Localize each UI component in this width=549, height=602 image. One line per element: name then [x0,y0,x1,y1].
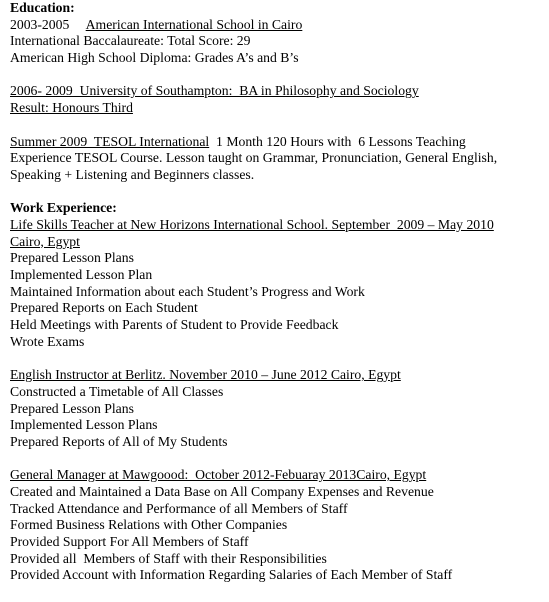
university-result: Result: Honours Third [10,100,133,116]
education-heading: Education: [10,0,75,15]
tesol-detail: Speaking + Listening and Beginners classes. [10,166,255,182]
university-line: 2006- 2009 University of Southampton: BA in Philosophy and Sociology [10,83,419,99]
job-duty: Tracked Attendance and Performance of all Members of Staff [10,500,348,516]
job-duty: Prepared Reports of All of My Students [10,433,228,449]
job-duty: Prepared Reports on Each Student [10,300,198,316]
school-detail: International Baccalaureate: Total Score: 29 [10,33,251,49]
tesol-title: Summer 2009 TESOL International [10,133,210,149]
spacer [10,451,545,468]
spacer [10,350,545,367]
job-duty: Prepared Lesson Plans [10,400,134,416]
school-name: American International School in Cairo [85,16,303,32]
tesol-line [10,134,545,151]
spacer [10,117,545,134]
job-duty: Created and Maintained a Data Base on All Company Expenses and Revenue [10,483,434,499]
job-title: Life Skills Teacher at New Horizons International School. September 2009 – May 2010 [10,216,494,232]
job-duty: Implemented Lesson Plan [10,267,153,282]
spacer [10,184,545,201]
school-years: 2003-2005 [10,16,86,32]
school-detail: American High School Diploma: Grades A’s and B’s [10,50,299,66]
school-line [10,17,545,34]
job-duty: Prepared Lesson Plans [10,250,134,266]
job-duty: Implemented Lesson Plans [10,417,158,433]
job-title: Cairo, Egypt [10,233,80,249]
job-title: General Manager at Mawgoood: October 2012-Febuaray 2013Cairo, Egypt [10,467,427,483]
work-heading: Work Experience: [10,200,117,216]
job-duty: Formed Business Relations with Other Companies [10,517,288,533]
tesol-detail: Experience TESOL Course. Lesson taught on Grammar, Pronunciation, General English, [10,150,498,166]
resume-document [10,0,545,584]
job-duty: Maintained Information about each Student’s Progress and Work [10,283,365,299]
job-title: English Instructor at Berlitz. November 2010 – June 2012 Cairo, Egypt [10,367,401,383]
spacer [10,67,545,84]
job-duty: Constructed a Timetable of All Classes [10,383,224,399]
job-duty: Provided Account with Information Regarding Salaries of Each Member of Staff [10,567,453,583]
job-duty: Held Meetings with Parents of Student to Provide Feedback [10,317,339,333]
tesol-rest: 1 Month 120 Hours with 6 Lessons Teaching [209,133,466,149]
job-duty: Provided all Members of Staff with their Responsibilities [10,550,327,566]
job-duty: Provided Support For All Members of Staff [10,534,249,549]
job-duty: Wrote Exams [10,333,85,349]
